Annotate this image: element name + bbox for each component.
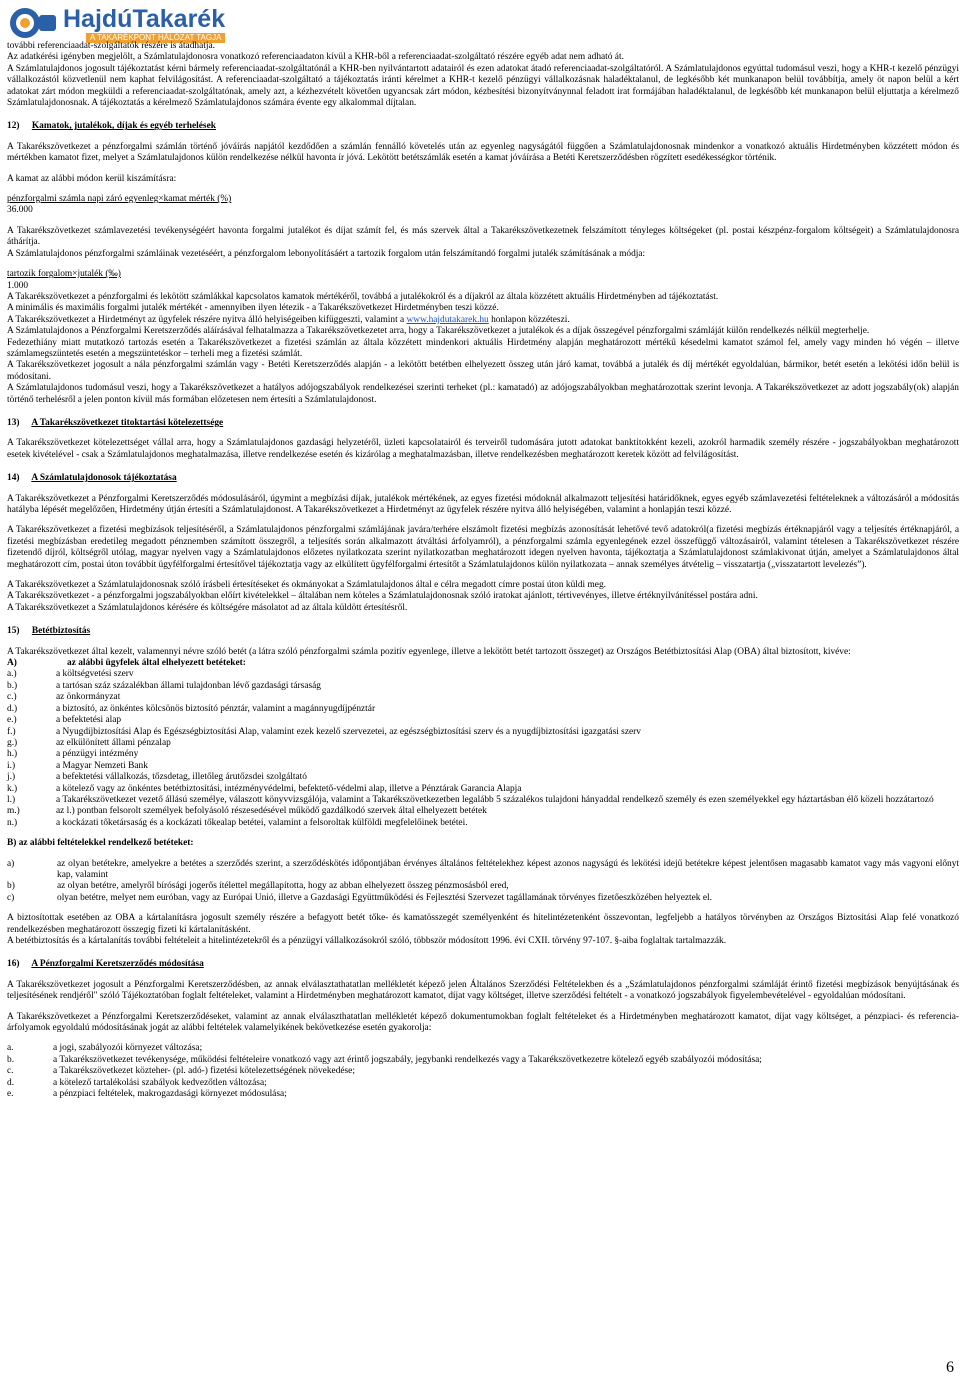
paragraph: A Takarékszövetkezet által kezelt, valamennyi névre szóló betét (a látra szóló pénzforgalmi számla pozitív egyenlege, illetve a lekötött betét tartozott összeget) az Országos Betétbiztosítási Alap (OBA) által biztosított, kivéve: — [7, 646, 851, 657]
list-text: a jogi, szabályozói környezet változása; — [53, 1043, 203, 1054]
list-label: d. — [7, 1077, 15, 1088]
list-item — [7, 795, 959, 806]
list-text: a költségvetési szerv — [56, 669, 134, 680]
list-text: az önkormányzat — [56, 692, 121, 703]
list-text: az l.) pontban felsorolt személyek befolyásoló részesedésével működő gazdálkodó szervek által elhelyezett betétek — [56, 806, 487, 817]
paragraph: A Takarékszövetkezet kötelezettséget vállal arra, hogy a Számlatulajdonos gazdasági helyzetéről, üzleti kapcsolatairól és terveiről tudomására jutott adatokat banktitokként kezeli, azokról harmadik személy részére - jogszabályokban meghatározott esetek kivételével - csak a Számlatulajdonos meghatalmazása, illetve rendelkezése esetén és kizárólag a meghatalmazásban, illetve rendelkezésben meghatározott keretek között ad felvilágosítást. — [7, 438, 959, 460]
list-item — [7, 761, 959, 772]
section-14-heading — [7, 473, 959, 484]
list-item — [7, 818, 959, 829]
list-label: m.) — [7, 806, 20, 817]
formula-numerator: tartozik forgalom×jutalék (‰) — [7, 269, 121, 280]
paragraph: A Takarékszövetkezet a Pénzforgalmi Keretszerződéseket, valamint az annak elválaszthatatlan mellékletét képező dokumentumokban foglalt feltételeket és a Hirdetményben meghatározott kamatot, díjat vagy költséget, a pénzpiaci- és referencia-árfolyamok egyoldalú módosításának jogát az alábbi feltételek valamelyikének bekövetkezése esetén gyakorolja: — [7, 1011, 959, 1034]
section-title: Betétbiztosítás — [31, 626, 91, 637]
commission-formula — [7, 269, 959, 292]
section-number: 15) — [7, 626, 20, 637]
list-item — [7, 749, 959, 760]
list-label: e. — [7, 1089, 14, 1100]
section-number: 16) — [7, 959, 20, 970]
formula-denominator: 36.000 — [7, 205, 33, 216]
paragraph: A betétbiztosítás és a kártalanítás további feltételeit a hitelintézetekről és a pénzügyi vállalkozásokról szóló, többször módosított 1996. évi CXII. törvény 97-107. §-aiba foglaltak tartalmazzák. — [7, 936, 727, 946]
list-item — [7, 772, 959, 783]
list-label: b.) — [7, 680, 18, 691]
list-text: a Takarékszövetkezet közteher- (pl. adó-) fizetési kötelezettségének növekedése; — [53, 1066, 355, 1077]
section-number: 12) — [7, 121, 20, 132]
paragraph: A biztosítottak esetében az OBA a kártalanításra jogosult személy részére a befagyott betét tőke- és kamatösszegét személyenként és hitelintézetenként összevontan, legfeljebb a hatályos törvényben az Országos Biztosítási Alap felé vonatkozó rendelkezésben meghatározott összegig fizeti ki kártalanításként. — [7, 913, 959, 935]
paragraph — [7, 315, 959, 326]
list-label: l.) — [7, 794, 16, 805]
list-item — [7, 727, 959, 738]
logo-tagline: A TAKARÉKPONT HÁLÓZAT TAGJA — [86, 33, 225, 43]
paragraph: A Takarékszövetkezet jogosult a Pénzforgalmi Keretszerződésben, az annak elválasztathatatlan mellékletét képező jelen Általános Szerződési Feltételekben és a „Számlatulajdonos pénzforgalmi számláját érintő fizetési megbízások benyújtásának és teljesítésének rendjéről" szóló Tájékoztatóban foglalt feltételeket, valamint a Hirdetményben meghatározott kamatot, díjat vagy költséget, illetve szerződési feltételt - a vonatkozó jogszabályok figyelembevételével - egyoldalúan módosítani. — [7, 979, 959, 1002]
list-item — [7, 881, 959, 892]
list-label: d.) — [7, 703, 18, 714]
list-label: g.) — [7, 737, 18, 748]
list-label: b. — [7, 1054, 15, 1065]
list-label: a.) — [7, 669, 17, 680]
exclusion-list-b — [7, 859, 959, 905]
list-text: a kockázati tőketársaság és a kockázati tőkealap betétei, valamint a felsoroltak külföldi megfelelőinek betétei. — [56, 817, 468, 828]
document-body — [7, 41, 959, 1100]
section-16-heading — [7, 959, 959, 970]
list-text: a Takarékszövetkezet tevékenysége, működési feltételeire vonatkozó vagy azt érintő jogszabály, jegybanki rendelkezés vagy a Takarékszövetkezetre kötelező egyéb szabályozói módosítása; — [53, 1054, 762, 1065]
website-link[interactable]: www.hajdutakarek.hu — [406, 314, 489, 325]
paragraph: A Számlatulajdonos pénzforgalmi számláinak vezetéséért, a pénzforgalom lebonyolításáért a tartozik forgalom után felszámítandó forgalmi jutalék számításának a módja: — [7, 248, 646, 259]
list-text: a kötelező vagy az önkéntes betétbiztosítási, intézményvédelmi, befektető-védelmi alap, illetve a Pénztárak Garancia Alapja — [56, 783, 522, 794]
list-label: A) — [7, 658, 17, 669]
section-12-heading — [7, 121, 959, 132]
list-text: a Nyugdíjbiztosítási Alap és Egészségbiztosítási Alap, valamint ezek kezelő szervezetei, az egészségbiztosítási szerv és a nyugdíjbiztosítási igazgatási szerv — [56, 726, 641, 737]
list-text: a Magyar Nemzeti Bank — [56, 760, 148, 771]
formula-denominator: 1.000 — [7, 280, 29, 291]
list-label: b) — [7, 881, 15, 892]
list-item — [7, 859, 959, 882]
paragraph-text: A Takarékszövetkezet a Hirdetményt az ügyfelek részére nyitva álló helyiségeiben kifüggeszti, valamint a — [7, 314, 407, 325]
paragraph: A Takarékszövetkezet a pénzforgalmi számlán történő jóváírás napjától kezdődően a számlán fennálló követelés után az egyenleg nagyságától függően a Számlatulajdonosnak mindenkor a vonatkozó aktuális Hirdetményben közzétett módon és mértékben kamatot fizet, melyet a Számlatulajdonos külön rendelkezése nélkül havonta ír jóvá. Lekötött betétszámlák esetén a kamat jóváírása a Betéti Keretszerződésben rögzített esedékességkor történik. — [7, 141, 959, 164]
list-item — [7, 669, 959, 680]
list-item — [7, 784, 959, 795]
paragraph: A Számlatulajdonos a Pénzforgalmi Keretszerződés aláírásával felhatalmazza a Takarékszövetkezetet arra, hogy a Takarékszövetkezet a jutalékok és a díjak összegével pénzforgalmi számláját külön rendelkezés nélkül megterhelje. — [7, 326, 870, 337]
list-item — [7, 715, 959, 726]
exclusion-heading-a — [7, 658, 959, 669]
logo-name: HajdúTakarék — [63, 5, 226, 33]
list-label: c. — [7, 1066, 14, 1077]
list-label: f.) — [7, 726, 16, 737]
list-text: a befektetési vállalkozás, tőzsdetag, illetőleg árutőzsdei szolgáltató — [56, 772, 307, 783]
exclusion-list-a — [7, 669, 959, 829]
list-item — [7, 738, 959, 749]
list-text: a pénzpiaci feltételek, makrogazdasági környezet módosulása; — [53, 1089, 287, 1100]
paragraph: A kamat az alábbi módon kerül kiszámításra: — [7, 173, 177, 184]
section-title: Kamatok, jutalékok, díjak és egyéb terhelések — [31, 121, 216, 132]
section-13-heading — [7, 418, 959, 429]
list-text: olyan betétre, melyet nem euróban, vagy az Európai Unió, illetve a Gazdasági Együttműködési és Fejlesztési Szervezet tagállamának törvényes fizetőeszközében helyeztek el. — [57, 892, 712, 903]
bank-logo — [8, 4, 226, 44]
paragraph: Fedezethiány miatt mutatkozó tartozás esetén a Takarékszövetkezet a fizetési számlán az általa közzétett mindenkori aktuális Hirdetmény alapján meghatározott mértékű késedelmi kamatot számol fel, amely vagy minden hó végén – illetve számlamegszüntetés esetén a megszüntetéskor – terheli meg a fizetési számlát. — [7, 337, 959, 359]
list-item — [7, 1078, 959, 1089]
list-label: j.) — [7, 772, 16, 783]
paragraph: A Takarékszövetkezet jogosult a nála pénzforgalmi számlán vagy - Betéti Keretszerződés alapján - a lekötött betétben elhelyezett összeg után járó kamat, továbbá a jutalék és díj mértékét egyoldalúan, bármikor, betét esetén a lekötési időn belül is módosítani. — [7, 360, 959, 382]
list-text: az elkülönített állami pénzalap — [56, 737, 171, 748]
modification-conditions-list — [7, 1043, 959, 1100]
paragraph: Az adatkérési igényben megjelölt, a Számlatulajdonosra vonatkozó referenciaadaton kívül a KHR-ből a referenciaadat-szolgáltató részére egyéb adat nem adható át. — [7, 52, 624, 63]
list-text: a befektetési alap — [56, 715, 122, 726]
list-item — [7, 704, 959, 715]
paragraph: A Takarékszövetkezet a fizetési megbízások teljesítéséről, a Számlatulajdonos pénzforgalmi számlájának javára/terhére elszámolt fizetési megbízás azonosítását lehetővé tevő adatokról(a fizetési megbízás értéknapjáról vagy a teljesítés értéknapjáról, a fizetési megbízásban eredetileg megadott pénznemben számított összegről, a teljesítés során alkalmazott átváltási árfolyamról), a pénzforgalmi számla egyenlegének ezzel összefüggő változásairól, valamint tételesen a Takarékszövetkezet részére fizetendő díjról, költségről utólag, magyar nyelven vagy a Számlatulajdonos előzetes nyilatkozata szerint nyilatkozatban meghatározott idegen nyelven havonta, tájékoztatja a Számlatulajdonost számlakivonat útján, amelyet a Számlatulajdonos által meghatározott cím, postai úton továbbít ügyfélforgalmi értesítővel tájékoztatja vagy az elkülített ügyfélforgalmi értesítőt a Számlatulajdonos külön nyilatkozata – annak személyes átvételig – visszatartja („visszatartott levelezés”). — [7, 525, 959, 570]
paragraph-text: honlapon közzéteszi. — [488, 314, 570, 325]
logo-mark-icon — [8, 6, 58, 40]
section-title: A Takarékszövetkezet titoktartási kötelezettsége — [31, 417, 224, 428]
list-label: e.) — [7, 715, 17, 726]
paragraph: A Takarékszövetkezet számlavezetési tevékenységéért havonta forgalmi jutalékot és díjat számít fel, és más szervek által a Takarékszövetkezetnek felszámított tényleges költségeket (pl. postai készpénz-forgalom költségeit) a Számlatulajdonosra áthárítja. — [7, 225, 959, 248]
section-number: 14) — [7, 473, 20, 484]
section-title: A Pénzforgalmi Keretszerződés módosítása — [31, 959, 204, 970]
list-item — [7, 681, 959, 692]
page-number: 6 — [946, 1359, 954, 1376]
list-text: a biztosító, az önkéntes kölcsönös biztosító pénztár, valamint a magánnyugdíjpénztár — [56, 703, 376, 714]
paragraph: A Takarékszövetkezet a Számlatulajdonos kérésére és költségére másolatot ad az általa küldött értesítésről. — [7, 602, 408, 613]
list-heading-text: az alábbi ügyfelek által elhelyezett betéteket: — [67, 658, 246, 669]
list-item — [7, 1055, 959, 1066]
list-text: az olyan betétre, amelyről bírósági jogerős ítélettel megállapította, hogy az abban elhelyezett összeg pénzmosásból ered, — [57, 881, 509, 892]
list-label: c.) — [7, 692, 17, 703]
list-label: k.) — [7, 783, 18, 794]
exclusion-heading-b: B) az alábbi feltételekkel rendelkező betéteket: — [7, 838, 194, 849]
list-label: c) — [7, 892, 15, 903]
list-text: az olyan betétekre, amelyekre a betétes a szerződés szerint, a szerződéskötés időpontjában érvényes általános feltételekhez képest azonos nagyságú és lekötési idejű betétekre képest jelentősen magasabb kamatot vagy más vagyoni előnyt kap, valamint — [57, 858, 959, 880]
list-item — [7, 1066, 959, 1077]
list-text: a Takarékszövetkezet vezető állású személye, válaszott könyvvizsgálója, valamint a Takarékszövetkezetben legalább 5 százalékos tulajdoni hányaddal rendelkező személy és ezen személyekkel egy háztartásban élő közeli hozzátartozó — [56, 794, 934, 805]
list-item — [7, 1043, 959, 1054]
paragraph: A minimális és maximális forgalmi jutalék mértékét - amennyiben ilyen létezik - a Takarékszövetkezet Hirdetményben teszi közzé. — [7, 303, 499, 314]
list-label: i.) — [7, 760, 16, 771]
list-label: n.) — [7, 817, 18, 828]
list-label: h.) — [7, 749, 18, 760]
paragraph: A Takarékszövetkezet a pénzforgalmi és lekötött számlákkal kapcsolatos kamatok mértékéről, továbbá a jutalékokról és a díjakról az általa közzétett aktuális Hirdetményben ad tájékoztatást. — [7, 291, 719, 302]
list-item — [7, 692, 959, 703]
list-text: a tartósan száz százalékban állami tulajdonban lévő gazdasági társaság — [56, 680, 321, 691]
formula-numerator: pénzforgalmi számla napi záró egyenleg×kamat mérték (%) — [7, 194, 232, 205]
list-label: a) — [7, 858, 15, 869]
list-text: a pénzügyi intézmény — [56, 749, 139, 760]
list-item — [7, 893, 959, 904]
list-label: a. — [7, 1043, 14, 1054]
section-number: 13) — [7, 417, 20, 428]
paragraph: A Számlatulajdonos tudomásul veszi, hogy a Takarékszövetkezet a hatályos adójogszabályok rendelkezései szerinti terheket (pl.: kamatadó) az adójogszabályokban meghatározottak szerint levonja. A Takarékszövetkezet az adott jogszabály(ok) alapján történő terhelésről a jelen ponton kívül más formában előzetesen nem értesíti a Számlatulajdonost. — [7, 383, 959, 405]
list-item — [7, 1089, 959, 1100]
interest-formula — [7, 194, 959, 217]
paragraph: további referenciaadat-szolgáltatók részére is átadhatja. — [7, 41, 215, 51]
paragraph: A Takarékszövetkezet a Pénzforgalmi Keretszerződés módosulásáról, úgymint a megbízási díjak, jutalékok mértékének, az egyes fizetési módoknál alkalmazott teljesítési határidőknek, egyes egyéb számlavezetési feltételeknek a változásáról a módosítás hatályba lépését megelőzően, Hirdetmény útján értesíti a Számlatulajdonost. A Takarékszövetkezet a Hirdetményt az ügyfelek részére nyitva álló helyiségében, valamint a honlapján teszi közzé. — [7, 493, 959, 515]
section-15-heading — [7, 626, 959, 637]
paragraph: A Takarékszövetkezet a Számlatulajdonosnak szóló írásbeli értesítéseket és okmányokat a Számlatulajdonos által e célra megadott címre postai úton küldi meg. — [7, 580, 606, 591]
list-item — [7, 806, 959, 817]
list-text: a kötelező tartalékolási szabályok kedvezőtlen változása; — [53, 1077, 267, 1088]
paragraph: A Takarékszövetkezet - a pénzforgalmi jogszabályokban előírt kivételekkel – általában nem köteles a Számlatulajdonosnak szóló iratokat ajánlott, tértivevényes, illetve értéknyilvánítéssel postára adni. — [7, 591, 758, 602]
section-title: A Számlatulajdonosok tájékoztatása — [31, 473, 177, 484]
paragraph: A Számlatulajdonos jogosult tájékoztatást kérni bármely referenciaadat-szolgáltatónál a KHR-ben nyilvántartott adatairól és ezen adatokat átadó referenciaadat-szolgáltatóról. A Számlatulajdonos egyúttal tudomásul veszi, hogy a KHR-t kezelő pénzügyi vállalkozástól közvetlenül nem kaphat felvilágosítást. A referenciaadat-szolgáltató a tájékoztatás iránti kérelmet a KHR-t kezelő pénzügyi vállalkozásnak haladéktalanul, de legkésőbb két munkanapon belül továbbítja, amely öt napon belül a kért adatokat zárt módon megküldi a referenciaadat-szolgáltatónak, amely azt, a kézhezvételt követően ugyancsak zárt módon, kézbesítési bizonyítványnnal feladott irat formájában haladéktalanul, de legkésőbb két munkanapon belül eljuttatja a kérelmező Számlatulajdonosnak. A tájékoztatás a kérelmező Számlatulajdonos számára évente egy alkalommal díjtalan. — [7, 63, 959, 109]
